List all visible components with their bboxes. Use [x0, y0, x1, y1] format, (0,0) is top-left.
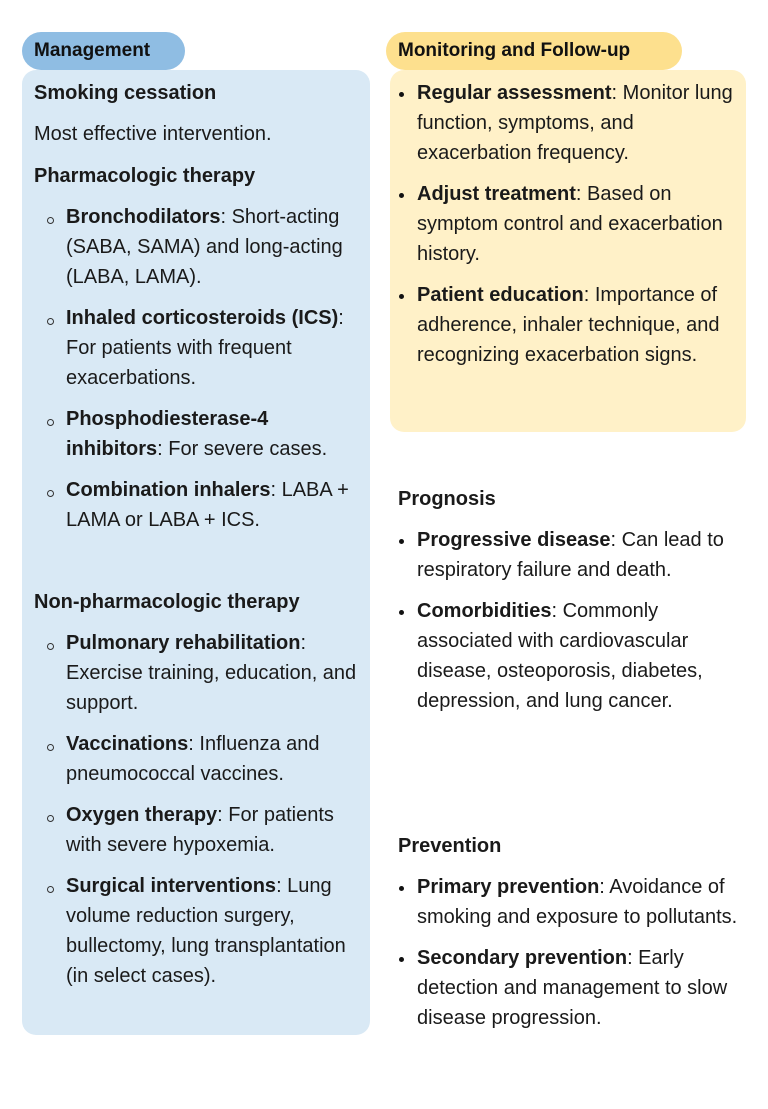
prevention-list	[398, 872, 738, 1033]
item-term: Adjust treatment	[417, 183, 576, 205]
item-text: : Influenza and pneumococcal vaccines.	[66, 733, 320, 785]
item-text: : Importance of adherence, inhaler technique, and recognizing exacerbation signs.	[417, 284, 720, 366]
item-text: : Lung volume reduction surgery, bullectomy, lung transplantation (in select cases).	[66, 875, 346, 987]
item-term: Primary prevention	[417, 876, 600, 898]
monitoring-list	[398, 78, 738, 370]
list-item	[398, 280, 738, 370]
item-text: : Commonly associated with cardiovascular disease, osteoporosis, diabetes, depression, and lung cancer.	[417, 600, 703, 712]
list-item	[34, 404, 366, 464]
non-pharmacologic-heading: Non-pharmacologic therapy	[34, 591, 300, 613]
item-text: : Exercise training, education, and support.	[66, 632, 357, 714]
list-item	[34, 800, 366, 860]
item-term: Bronchodilators	[66, 206, 221, 228]
item-text: : LABA + LAMA or LABA + ICS.	[66, 479, 349, 531]
smoking-cessation-heading: Smoking cessation	[34, 82, 217, 104]
item-term: Inhaled corticosteroids (ICS)	[66, 307, 339, 329]
management-title: Management	[22, 32, 185, 70]
prognosis-section	[398, 484, 738, 727]
item-term: Progressive disease	[417, 529, 611, 551]
prognosis-list	[398, 525, 738, 716]
item-term: Comorbidities	[417, 600, 552, 622]
prognosis-heading: Prognosis	[398, 488, 496, 510]
item-term: Pulmonary rehabilitation	[66, 632, 301, 654]
list-item	[398, 943, 738, 1033]
item-term: Combination inhalers	[66, 479, 271, 501]
item-text: : Monitor lung function, symptoms, and exacerbation frequency.	[417, 82, 733, 164]
list-item	[398, 179, 738, 269]
monitoring-title: Monitoring and Follow-up	[386, 32, 682, 70]
item-term: Oxygen therapy	[66, 804, 218, 826]
prevention-section	[398, 831, 738, 1044]
item-term: Surgical interventions	[66, 875, 277, 897]
list-item	[34, 475, 366, 535]
monitoring-content	[398, 78, 738, 381]
list-item	[398, 78, 738, 168]
item-text: : Can lead to respiratory failure and death.	[417, 529, 724, 581]
management-content	[34, 78, 366, 1002]
item-text: : For severe cases.	[157, 438, 328, 460]
item-term: Patient education	[417, 284, 584, 306]
item-text: : Short-acting (SABA, SAMA) and long-acting (LABA, LAMA).	[66, 206, 343, 288]
item-text: : For patients with severe hypoxemia.	[66, 804, 334, 856]
list-item	[34, 628, 366, 718]
list-item	[398, 872, 738, 932]
item-term: Vaccinations	[66, 733, 189, 755]
pharmacologic-list	[34, 202, 366, 535]
item-term: Regular assessment	[417, 82, 612, 104]
item-term: Secondary prevention	[417, 947, 628, 969]
list-item	[398, 525, 738, 585]
list-item	[34, 729, 366, 789]
item-term: Phosphodiesterase-4 inhibitors	[66, 408, 269, 460]
item-text: : For patients with frequent exacerbations.	[66, 307, 344, 389]
non-pharmacologic-list	[34, 628, 366, 991]
item-text: : Based on symptom control and exacerbation history.	[417, 183, 723, 265]
list-item	[34, 202, 366, 292]
list-item	[398, 596, 738, 716]
list-item	[34, 871, 366, 991]
smoking-cessation-text: Most effective intervention.	[34, 123, 272, 145]
item-text: : Avoidance of smoking and exposure to pollutants.	[417, 876, 738, 928]
pharmacologic-heading: Pharmacologic therapy	[34, 165, 256, 187]
list-item	[34, 303, 366, 393]
prevention-heading: Prevention	[398, 835, 502, 857]
item-text: : Early detection and management to slow disease progression.	[417, 947, 728, 1029]
